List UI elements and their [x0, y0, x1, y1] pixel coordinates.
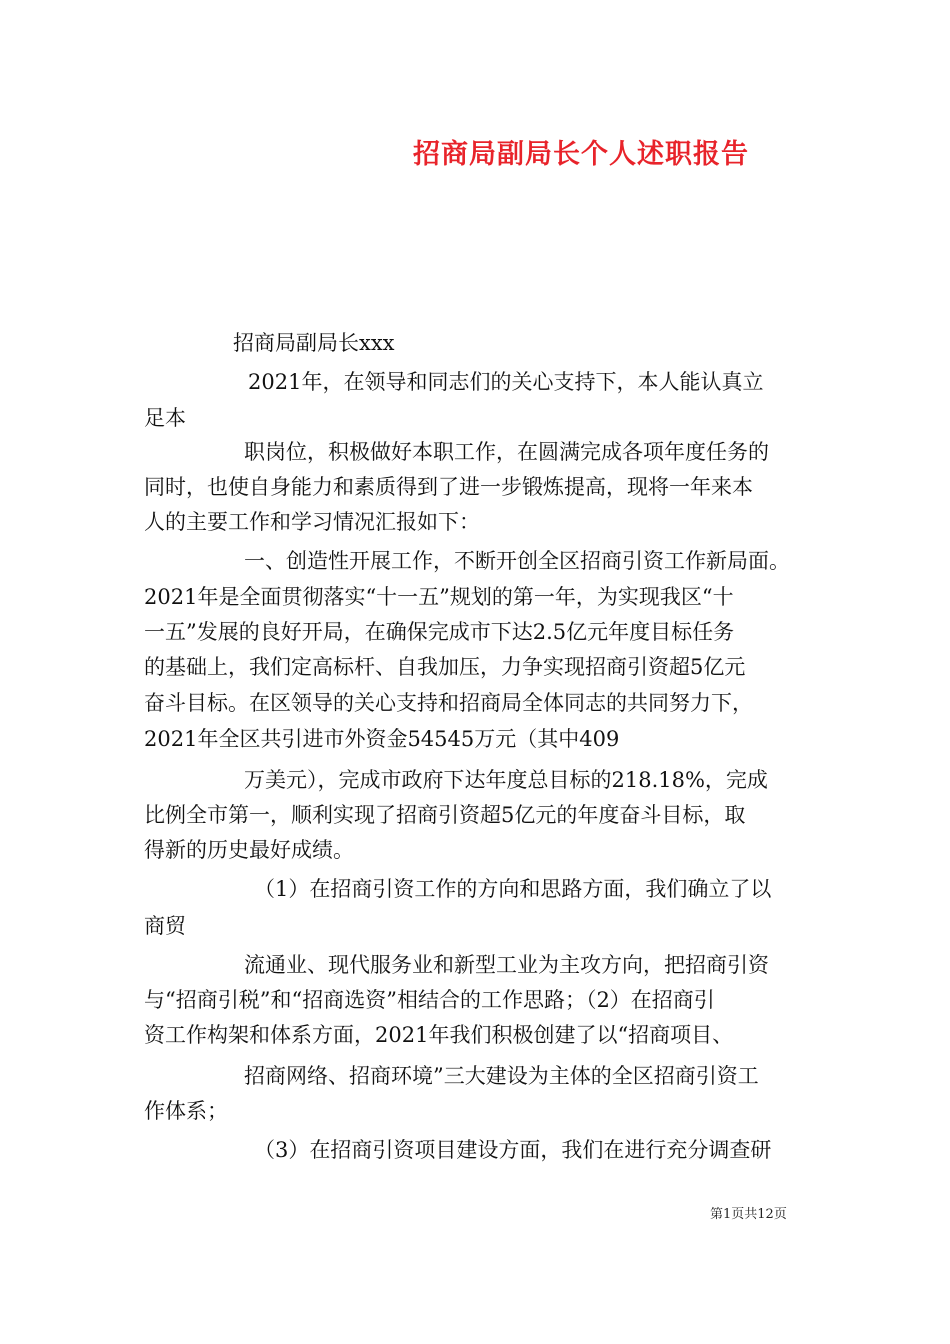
paragraph-line: 2021年全区共引进市外资金54545万元（其中409 — [144, 727, 620, 751]
paragraph-line: 足本 — [144, 406, 186, 430]
page-number: 第1页共12页 — [710, 1207, 787, 1222]
paragraph-line: 同时，也使自身能力和素质得到了进一步锻炼提高，现将一年来本 — [144, 475, 753, 499]
paragraph-line: 得新的历史最好成绩。 — [144, 838, 354, 862]
paragraph-line: 职岗位，积极做好本职工作，在圆满完成各项年度任务的 — [244, 440, 769, 464]
paragraph-line: 流通业、现代服务业和新型工业为主攻方向，把招商引资 — [244, 953, 769, 977]
paragraph-line: 招商网络、招商环境”三大建设为主体的全区招商引资工 — [244, 1064, 759, 1088]
paragraph-line: （3）在招商引资项目建设方面，我们在进行充分调查研 — [254, 1138, 772, 1162]
paragraph-line: 与“招商引税”和“招商选资”相结合的工作思路；（2）在招商引 — [144, 988, 715, 1012]
paragraph-line: 作体系； — [144, 1099, 228, 1123]
author-line: 招商局副局长xxx — [233, 331, 395, 355]
paragraph-line: 2021年是全面贯彻落实“十一五”规划的第一年，为实现我区“十 — [144, 585, 734, 609]
paragraph-line: 一、创造性开展工作，不断开创全区招商引资工作新局面。 — [244, 549, 790, 573]
paragraph-line: 人的主要工作和学习情况汇报如下： — [144, 510, 480, 534]
paragraph-line: 的基础上，我们定高标杆、自我加压，力争实现招商引资超5亿元 — [144, 655, 746, 679]
paragraph-line: 2021年，在领导和同志们的关心支持下，本人能认真立 — [248, 370, 764, 394]
paragraph-line: 商贸 — [144, 914, 186, 938]
document-title: 招商局副局长个人述职报告 — [413, 139, 749, 170]
paragraph-line: 万美元），完成市政府下达年度总目标的218.18%，完成 — [244, 768, 768, 792]
paragraph-line: （1）在招商引资工作的方向和思路方面，我们确立了以 — [254, 877, 772, 901]
paragraph-line: 比例全市第一，顺利实现了招商引资超5亿元的年度奋斗目标，取 — [144, 803, 746, 827]
paragraph-line: 一五”发展的良好开局，在确保完成市下达2.5亿元年度目标任务 — [144, 620, 735, 644]
paragraph-line: 资工作构架和体系方面，2021年我们积极创建了以“招商项目、 — [144, 1023, 734, 1047]
paragraph-line: 奋斗目标。在区领导的关心支持和招商局全体同志的共同努力下， — [144, 691, 753, 715]
